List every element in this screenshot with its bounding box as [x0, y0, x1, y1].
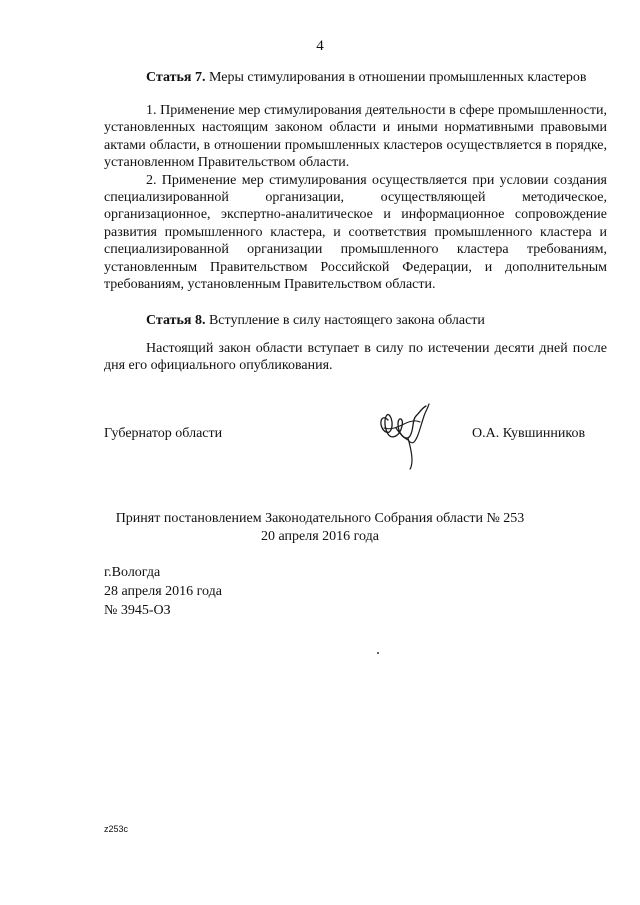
handwritten-signature	[374, 398, 432, 470]
adoption-line-2: 20 апреля 2016 года	[261, 529, 379, 544]
governor-title: Губернатор области	[104, 426, 223, 441]
speck	[377, 652, 379, 654]
adoption-line-1: Принят постановлением Законодательного Собрания области № 253	[115, 511, 525, 526]
article-8-body	[104, 340, 607, 375]
article-7-paragraph-2: 2. Применение мер стимулирования осуществляется при условии создания специализированной организации, осуществляющей методическое, организационное, экспертно-аналитическое и информационное сопровождение развития промышленного кластера, и соответствия промышленного кластера и специализированной организации промышленного кластера требованиям, установленным Правительством Российской Федерации, и дополнительным требованиям, установленным Правительством области.	[104, 172, 607, 293]
article-8-title: Вступление в силу настоящего закона области	[208, 313, 485, 328]
article-7-title: Меры стимулирования в отношении промышленных кластеров	[208, 70, 587, 85]
place-and-number	[104, 563, 222, 620]
signing-date: 28 апреля 2016 года	[104, 584, 222, 599]
document-code: z253c	[104, 824, 129, 834]
adoption-note	[0, 510, 640, 546]
page-number: 4	[316, 38, 324, 54]
law-number: № 3945-ОЗ	[104, 603, 171, 618]
article-7-heading	[146, 70, 587, 86]
article-7-paragraph-1: 1. Применение мер стимулирования деятельности в сфере промышленности, установленных настоящим законом области и иными нормативными правовыми актами области, в отношении промышленных кластеров осуществляется в порядке, установленном Правительством области.	[104, 103, 607, 171]
article-8-paragraph-1: Настоящий закон области вступает в силу по истечении десяти дней после дня его официального опубликования.	[104, 341, 607, 374]
governor-name: О.А. Кувшинников	[472, 426, 586, 441]
article-7-body	[104, 102, 607, 293]
article-8-label: Статья 8.	[146, 313, 206, 328]
article-7-label: Статья 7.	[146, 70, 206, 85]
article-8-heading	[146, 313, 485, 329]
city: г.Вологда	[104, 565, 161, 580]
